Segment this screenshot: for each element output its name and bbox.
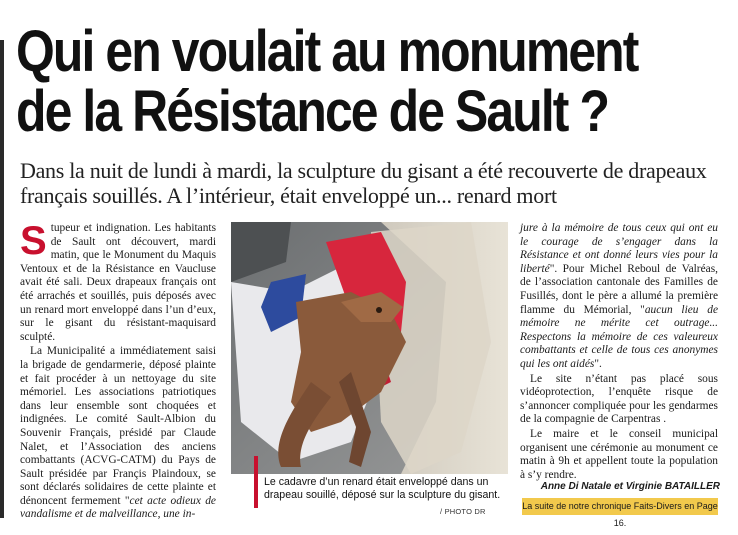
- paragraph-5: Le maire et le conseil municipal organisent une cérémonie au monument ce matin à 9h et appellent toute la population à s’y rendre.: [520, 427, 718, 481]
- continuation-teaser: La suite de notre chronique Faits-Divers en Page 16.: [522, 498, 718, 515]
- paragraph-4: Le site n’étant pas placé sous vidéoprotection, l’enquête risque de s’annoncer compliquée pour les gendarmes de la compagnie de Carpentras .: [520, 372, 718, 426]
- headline-line-2: de la Résistance de Sault ?: [16, 79, 609, 144]
- photo-credit: / PHOTO DR: [440, 507, 486, 516]
- paragraph-2-quote: cet acte odieux de vandalisme et de malveillance, une in-: [20, 494, 216, 521]
- left-column-rule: [0, 40, 4, 518]
- deck-subtitle: Dans la nuit de lundi à mardi, la sculpture du gisant a été recouverte de drapeaux français souillés. A l’intérieur, était enveloppé un... renard mort: [20, 158, 707, 208]
- drop-cap: S: [20, 219, 47, 263]
- paragraph-2-text: La Municipalité a immédiatement saisi la brigade de gendarmerie, déposé plainte et fait procéder à un nettoyage du site mémoriel. Les associations patriotiques dans leur ensemble sont choquées et indignées. Le comité Sault-Albion du Souvenir Français, présidé par Claude Nalet, et l’Association des anciens combattants (ACVG-CATM) du Pays de Sault présidée par Françis Plaindoux, se sont déclarés solidaires de cette plainte et dénoncent fermement ": [20, 345, 216, 507]
- fox-in-flag-image: [231, 222, 508, 474]
- byline: Anne Di Natale et Virginie BATAILLER: [540, 481, 720, 492]
- article-photo: [231, 222, 508, 474]
- article-column-3: [520, 222, 718, 483]
- article-column-1: [20, 219, 216, 523]
- caption-accent-bar: [254, 456, 258, 508]
- photo-caption: Le cadavre d’un renard était enveloppé dans un drapeau souillé, déposé sur la sculpture du gisant.: [264, 476, 501, 501]
- paragraph-3: [520, 222, 718, 372]
- paragraph-3-end: ".: [594, 357, 602, 370]
- paragraph-2: [20, 345, 216, 522]
- headline: [16, 19, 638, 144]
- paragraph-3-quote: jure à la mémoire de tous ceux qui ont eu le courage de s’engager dans la Résistance et ont donné leurs vies pour la liberté: [520, 222, 718, 275]
- headline-line-1: Qui en voulait au monument: [16, 19, 638, 84]
- lead-text: tupeur et indignation. Les habitants de Sault ont découvert, mardi matin, que le Monument du Maquis Ventoux et de la Résistance en Vaucluse avait été sali. Deux drapeaux français ont été arrachés et souillés, puis déposés avec un renard mort enveloppé dans l’un d’eux, sur le gisant du résistant-maquisard sculpté.: [20, 222, 216, 343]
- paragraph-3-text: ". Pour Michel Reboul de Valréas, de l’association cantonale des Familles de Fusillés, dont le père a allumé la première flamme du Mémorial, ": [520, 262, 718, 316]
- lead-paragraph: [20, 219, 216, 344]
- paragraph-3-quote-2: aucun lieu de mémoire ne mérite cet outrage... Respectons la mémoire de ces valeureux combattants et celle de tous ces anonymes qui les ont aidés: [520, 303, 719, 370]
